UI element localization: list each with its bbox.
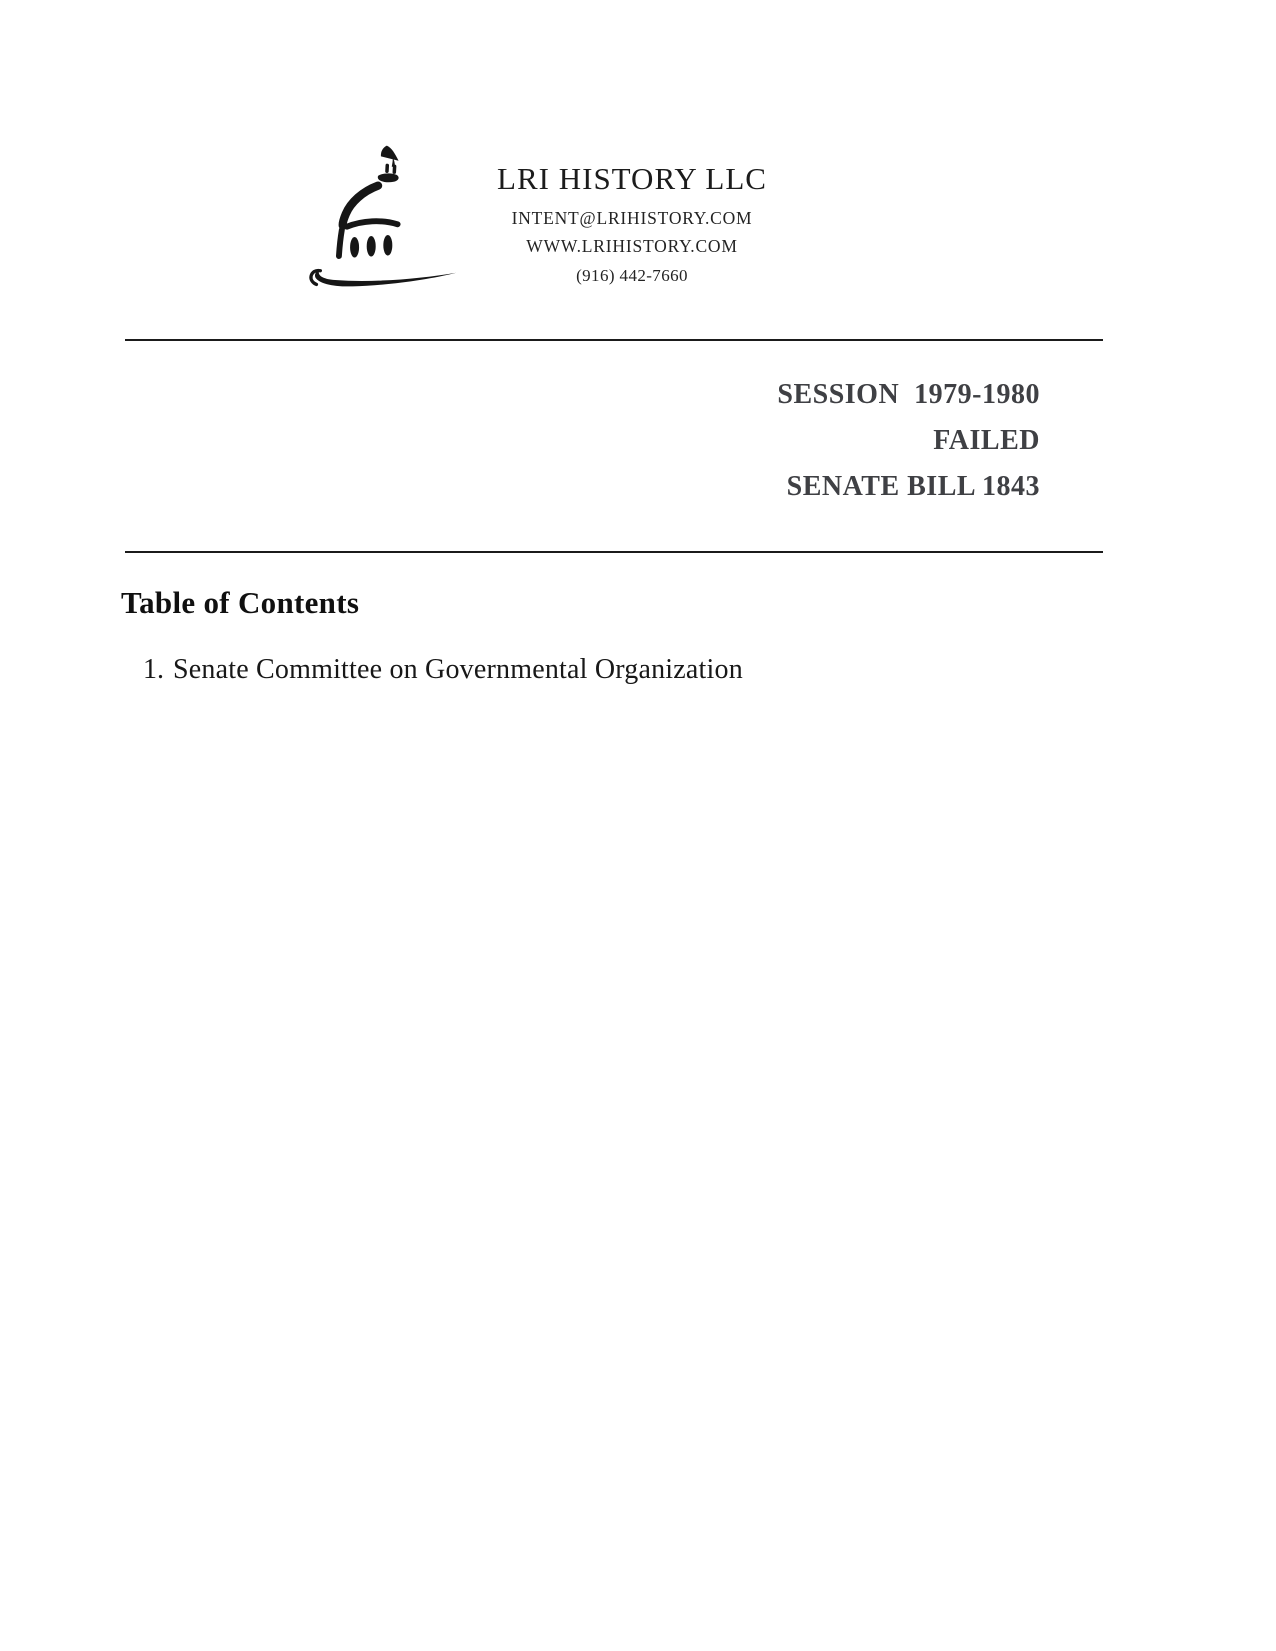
- org-phone: (916) 442-7660: [576, 266, 688, 285]
- bill-number: SENATE BILL 1843: [786, 471, 1040, 502]
- org-email: INTENT@LRIHISTORY.COM: [511, 208, 753, 228]
- session-years: SESSION 1979-1980: [777, 379, 1040, 410]
- toc-item: [143, 651, 743, 689]
- toc-item-label: Senate Committee on Governmental Organization: [173, 654, 743, 685]
- divider-bottom: [125, 551, 1103, 553]
- org-name: LRI HISTORY LLC: [497, 161, 767, 196]
- toc-list: [143, 651, 743, 689]
- toc-item-number: 1.: [143, 654, 164, 685]
- bill-status: FAILED: [933, 425, 1040, 456]
- org-website: WWW.LRIHISTORY.COM: [526, 236, 738, 256]
- letterhead: [432, 160, 832, 291]
- session-info-block: [777, 372, 1040, 510]
- divider-top: [125, 339, 1103, 341]
- toc-title: Table of Contents: [121, 585, 360, 620]
